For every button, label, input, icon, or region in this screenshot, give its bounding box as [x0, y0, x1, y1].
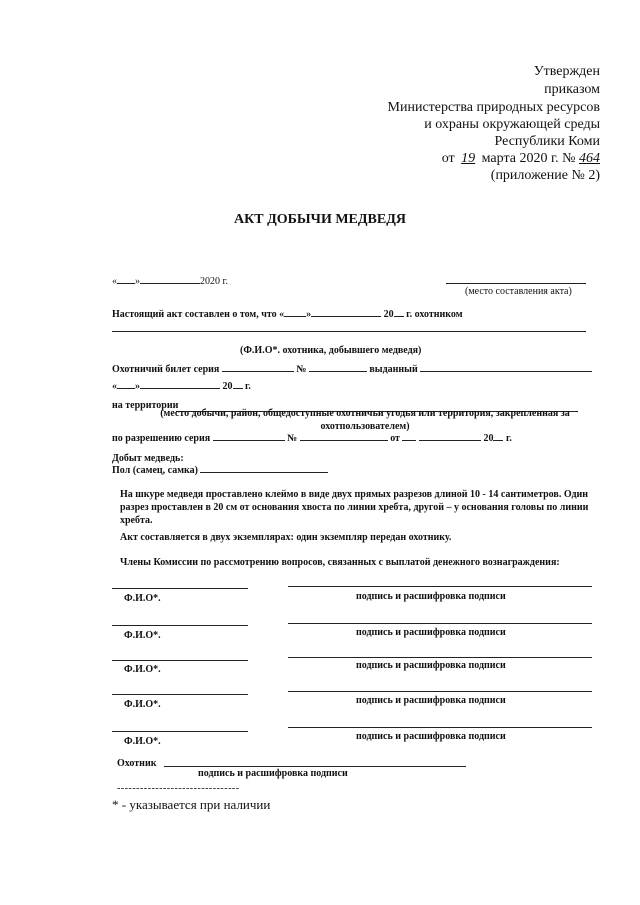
commission-sign-label: подпись и расшифровка подписи — [356, 627, 506, 638]
date-year: 2020 г. — [200, 276, 228, 287]
quote-open: « — [112, 276, 117, 287]
permit-year-prefix: 20 — [483, 433, 494, 444]
commission-fio-label: Ф.И.О*. — [124, 593, 161, 604]
approval-appendix: (приложение № 2) — [490, 168, 600, 183]
license-issued-blank[interactable] — [420, 371, 592, 372]
commission-sign-label: подпись и расшифровка подписи — [356, 695, 506, 706]
license-year-prefix: 20 — [222, 381, 233, 392]
quote-close: » — [135, 276, 140, 287]
place-blank[interactable] — [446, 283, 586, 284]
permit-number-label: № — [287, 433, 298, 444]
license-series-label: Охотничий билет серия — [112, 364, 220, 375]
permit-day-blank[interactable] — [402, 440, 416, 441]
license-series-blank[interactable] — [222, 371, 294, 372]
permit-from-label: от — [390, 433, 400, 444]
intro-line — [112, 309, 463, 320]
approval-line-1: Утвержден — [533, 64, 600, 79]
commission-fio-label: Ф.И.О*. — [124, 699, 161, 710]
page-title: АКТ ДОБЫЧИ МЕДВЕДЯ — [234, 212, 406, 227]
intro-year-suffix: г. охотником — [406, 309, 463, 320]
approval-line-4: и охраны окружающей среды — [424, 117, 600, 132]
notes-paragraph-1: На шкуре медведя проставлено клеймо в виде двух прямых разрезов длиной 10 - 14 сантиметров. Один разрез проставлен в 20 см от основания хвоста по линии хребта, другой – у основания головы по линии хребта. — [120, 489, 589, 526]
bear-sex-line — [112, 465, 328, 476]
commission-fio-blank[interactable] — [112, 731, 248, 732]
license-number-blank[interactable] — [309, 371, 367, 372]
approval-date-prefix: от — [441, 151, 455, 166]
license-quote-close: » — [135, 381, 140, 392]
hunter-label: Охотник — [117, 758, 157, 769]
commission-fio-label: Ф.И.О*. — [124, 664, 161, 675]
commission-sign-blank[interactable] — [288, 657, 592, 658]
permit-line — [112, 433, 512, 444]
bear-sex-label: Пол (самец, самка) — [112, 465, 198, 476]
approval-order-number: 464 — [579, 151, 600, 166]
approval-line-2: приказом — [544, 82, 600, 97]
commission-sign-blank[interactable] — [288, 691, 592, 692]
license-year-suffix: г. — [245, 381, 251, 392]
commission-fio-label: Ф.И.О*. — [124, 736, 161, 747]
license-quote-open: « — [112, 381, 117, 392]
hunter-sign-blank[interactable] — [164, 766, 466, 767]
license-line — [112, 364, 592, 375]
license-month-blank[interactable] — [140, 388, 220, 389]
commission-sign-blank[interactable] — [288, 586, 592, 587]
approval-date-day: 19 — [461, 151, 476, 166]
territory-label: на территории — [112, 400, 179, 411]
permit-year-suffix: г. — [505, 433, 512, 444]
commission-fio-blank[interactable] — [112, 660, 248, 661]
approval-date — [442, 151, 600, 167]
approval-line-3: Министерства природных ресурсов — [387, 100, 600, 115]
commission-sign-label: подпись и расшифровка подписи — [356, 591, 506, 602]
footnote-text: * - указывается при наличии — [112, 797, 271, 812]
commission-sign-blank[interactable] — [288, 727, 592, 728]
approval-line-5: Республики Коми — [494, 134, 600, 149]
fio-caption: (Ф.И.О*. охотника, добывшего медведя) — [240, 345, 422, 356]
notes-paragraph-2: Акт составляется в двух экземплярах: один экземпляр передан охотнику. — [120, 532, 452, 543]
month-blank[interactable] — [140, 283, 200, 284]
permit-year-blank[interactable] — [493, 440, 503, 441]
date-line — [112, 276, 228, 287]
intro-year-blank[interactable] — [394, 316, 404, 317]
bear-sex-blank[interactable] — [200, 472, 328, 473]
license-day-blank[interactable] — [117, 388, 135, 389]
license-date-line — [112, 381, 251, 392]
intro-day-blank[interactable] — [284, 316, 306, 317]
license-year-blank[interactable] — [233, 388, 243, 389]
approval-date-rest: марта 2020 г. № — [481, 151, 576, 166]
commission-fio-label: Ф.И.О*. — [124, 630, 161, 641]
intro-year-prefix: 20 — [383, 309, 394, 320]
commission-sign-label: подпись и расшифровка подписи — [356, 731, 506, 742]
notes-paragraph-3: Члены Комиссии по рассмотрению вопросов, связанных с выплатой денежного вознаграждения: — [120, 557, 560, 568]
territory-caption: (место добычи, район, общедоступные охотничьи угодья или территория, закрепленная за охотпользователем) — [160, 408, 570, 432]
bear-obtained-label: Добыт медведь: — [112, 453, 184, 464]
license-number-label: № — [296, 364, 307, 375]
intro-text: Настоящий акт составлен о том, что « — [112, 309, 285, 320]
commission-sign-blank[interactable] — [288, 623, 592, 624]
place-caption: (место составления акта) — [465, 286, 572, 297]
permit-series-label: по разрешению серия — [112, 433, 211, 444]
day-blank[interactable] — [117, 283, 135, 284]
permit-month-blank[interactable] — [419, 440, 481, 441]
commission-fio-blank[interactable] — [112, 588, 248, 589]
commission-fio-blank[interactable] — [112, 694, 248, 695]
hunter-sign-caption: подпись и расшифровка подписи — [198, 768, 348, 779]
footnote-separator: -------------------------------- — [117, 783, 240, 794]
permit-number-blank[interactable] — [300, 440, 388, 441]
license-issued-label: выданный — [369, 364, 418, 375]
intro-close: » — [306, 309, 312, 320]
hunter-fio-blank[interactable] — [112, 331, 586, 332]
permit-series-blank[interactable] — [213, 440, 285, 441]
commission-fio-blank[interactable] — [112, 625, 248, 626]
intro-month-blank[interactable] — [311, 316, 381, 317]
commission-sign-label: подпись и расшифровка подписи — [356, 660, 506, 671]
